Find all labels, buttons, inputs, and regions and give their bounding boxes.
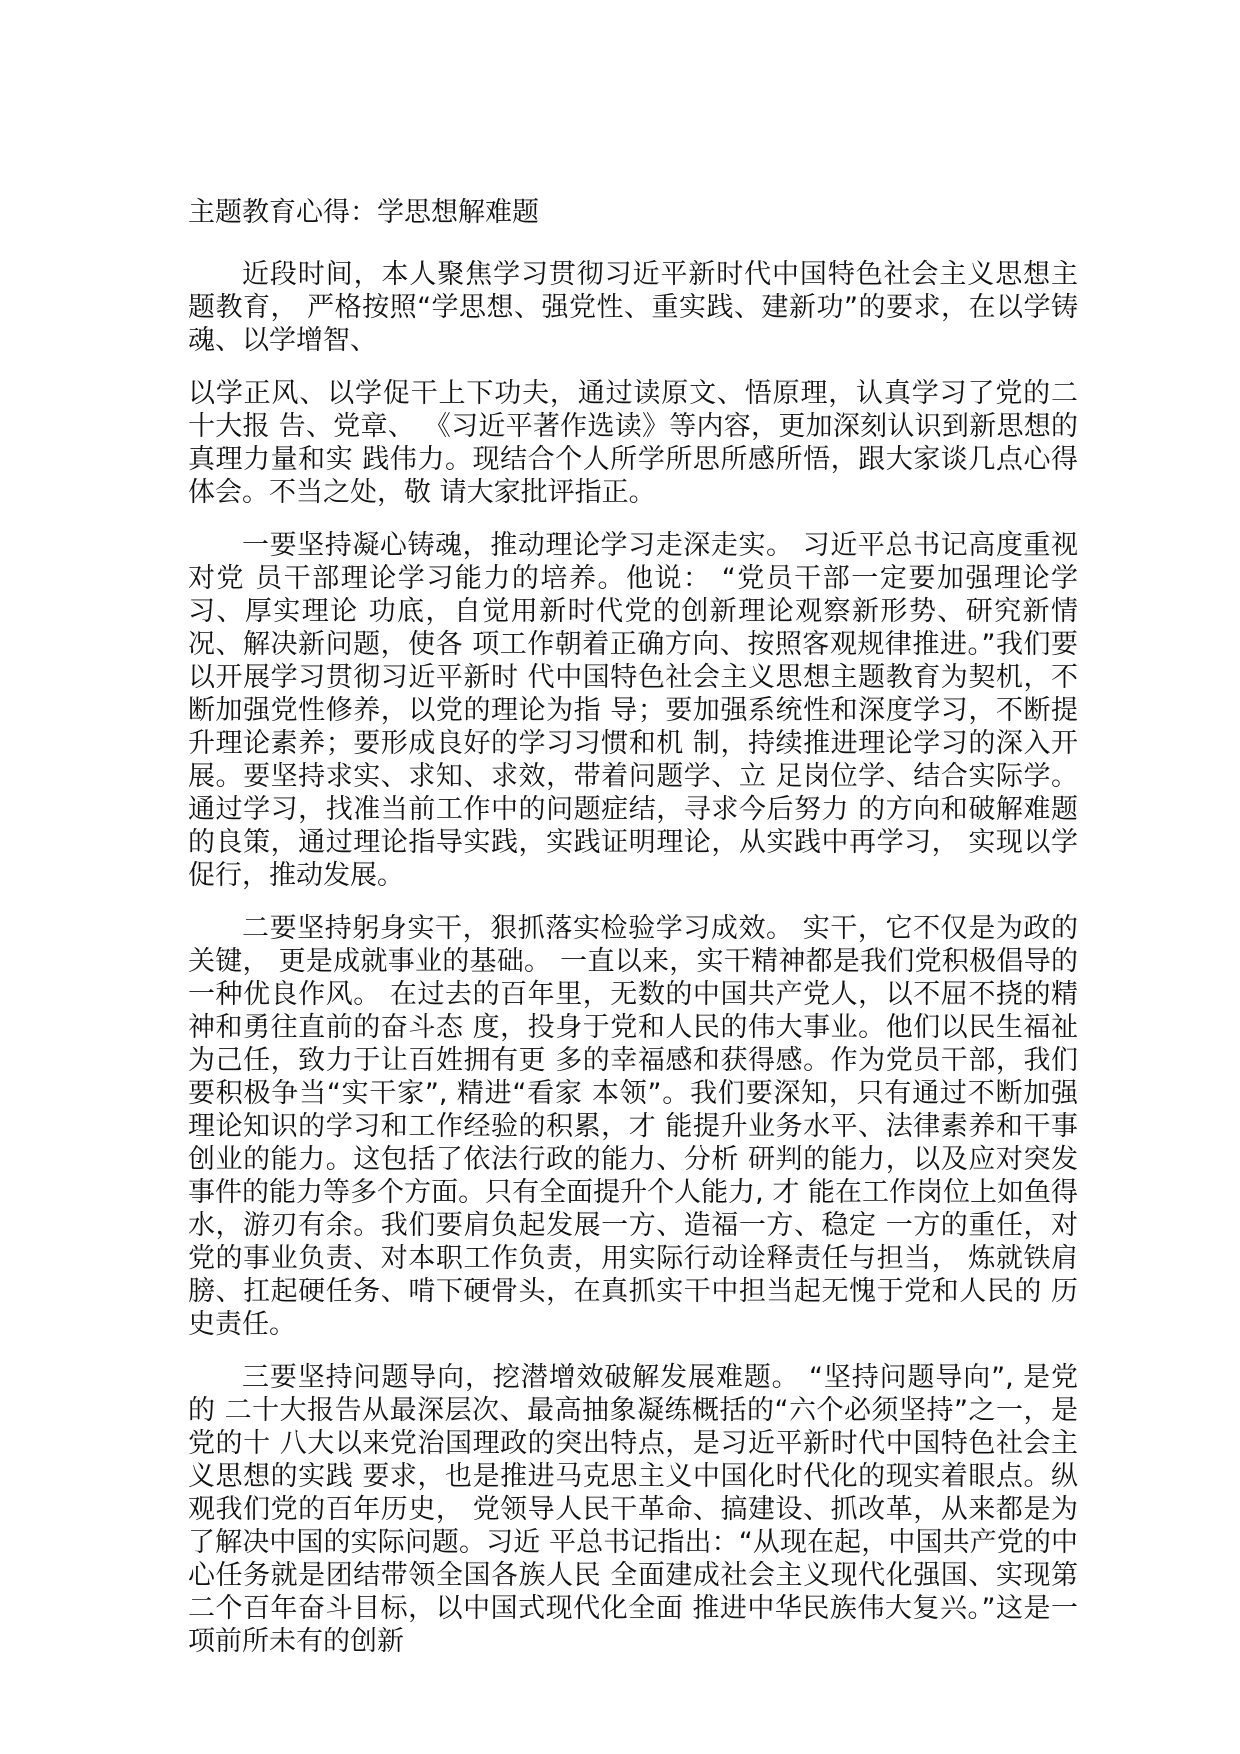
document-title: 主题教育心得：学思想解难题 <box>188 197 539 228</box>
paragraph-4: 二要坚持躬身实干，狠抓落实检验学习成效。 实干，它不仅是为政的关键， 更是成就事业的基础。 一直以来，实干精神都是我们党积极倡导的一种优良作风。 在过去的百年里，无数的中国共产党人，以不屈不挠的精神和勇往直前的奋斗态 度，投身于党和人民的伟大事业。他们以民生福祉为己任，致力于让百姓拥有更 多的幸福感和获得感。作为党员干部，我们要积极争当“实干家”, 精进“看家 本领”。我们要深知，只有通过不断加强理论知识的学习和工作经验的积累，才 能提升业务水平、法律素养和干事创业的能力。这包括了依法行政的能力、分析 研判的能力，以及应对突发事件的能力等多个方面。只有全面提升个人能力, 才 能在工作岗位上如鱼得水，游刃有余。我们要肩负起发展一方、造福一方、稳定 一方的重任，对党的事业负责、对本职工作负责，用实际行动诠释责任与担当， 炼就铁肩膀、扛起硬任务、啃下硬骨头，在真抓实干中担当起无愧于党和人民的 历史责任。 <box>188 913 1078 1340</box>
paragraph-3: 一要坚持凝心铸魂，推动理论学习走深走实。 习近平总书记高度重视对党 员干部理论学习能力的培养。他说： “党员干部一定要加强理论学习、厚实理论 功底，自觉用新时代党的创新理论观察新形势、研究新情况、解决新问题，使各 项工作朝着正确方向、按照客观规律推进。”我们要以开展学习贯彻习近平新时 代中国特色社会主义思想主题教育为契机，不断加强党性修养，以党的理论为指 导；要加强系统性和深度学习，不断提升理论素养；要形成良好的学习习惯和机 制，持续推进理论学习的深入开展。要坚持求实、求知、求效，带着问题学、立 足岗位学、结合实际学。通过学习，找准当前工作中的问题症结，寻求今后努力 的方向和破解难题的良策，通过理论指导实践，实践证明理论，从实践中再学习， 实现以学促行，推动发展。 <box>188 530 1078 891</box>
paragraph-5: 三要坚持问题导向，挖潜增效破解发展难题。 “坚持问题导向”, 是党的 二十大报告从最深层次、最高抽象凝练概括的“六个必须坚持”之一，是党的十 八大以来党治国理政的突出特点，是习近平新时代中国特色社会主义思想的实践 要求，也是推进马克思主义中国化时代化的现实着眼点。纵观我们党的百年历史， 党领导人民干革命、搞建设、抓改革，从来都是为了解决中国的实际问题。习近 平总书记指出：“从现在起，中国共产党的中心任务就是团结带领全国各族人民 全面建成社会主义现代化强国、实现第二个百年奋斗目标，以中国式现代化全面 推进中华民族伟大复兴。”这是一项前所未有的创新 <box>188 1362 1078 1657</box>
paragraph-1: 近段时间，本人聚焦学习贯彻习近平新时代中国特色社会主义思想主题教育， 严格按照“学思想、强党性、重实践、建新功”的要求，在以学铸魂、以学增智、 <box>188 259 1078 356</box>
paragraph-2: 以学正风、以学促干上下功夫，通过读原文、悟原理，认真学习了党的二十大报 告、党章、 《习近平著作选读》等内容，更加深刻认识到新思想的真理力量和实 践伟力。现结合个人所学所思所感所悟，跟大家谈几点心得体会。不当之处，敬 请大家批评指正。 <box>188 378 1078 508</box>
document-page <box>188 196 1078 1678</box>
